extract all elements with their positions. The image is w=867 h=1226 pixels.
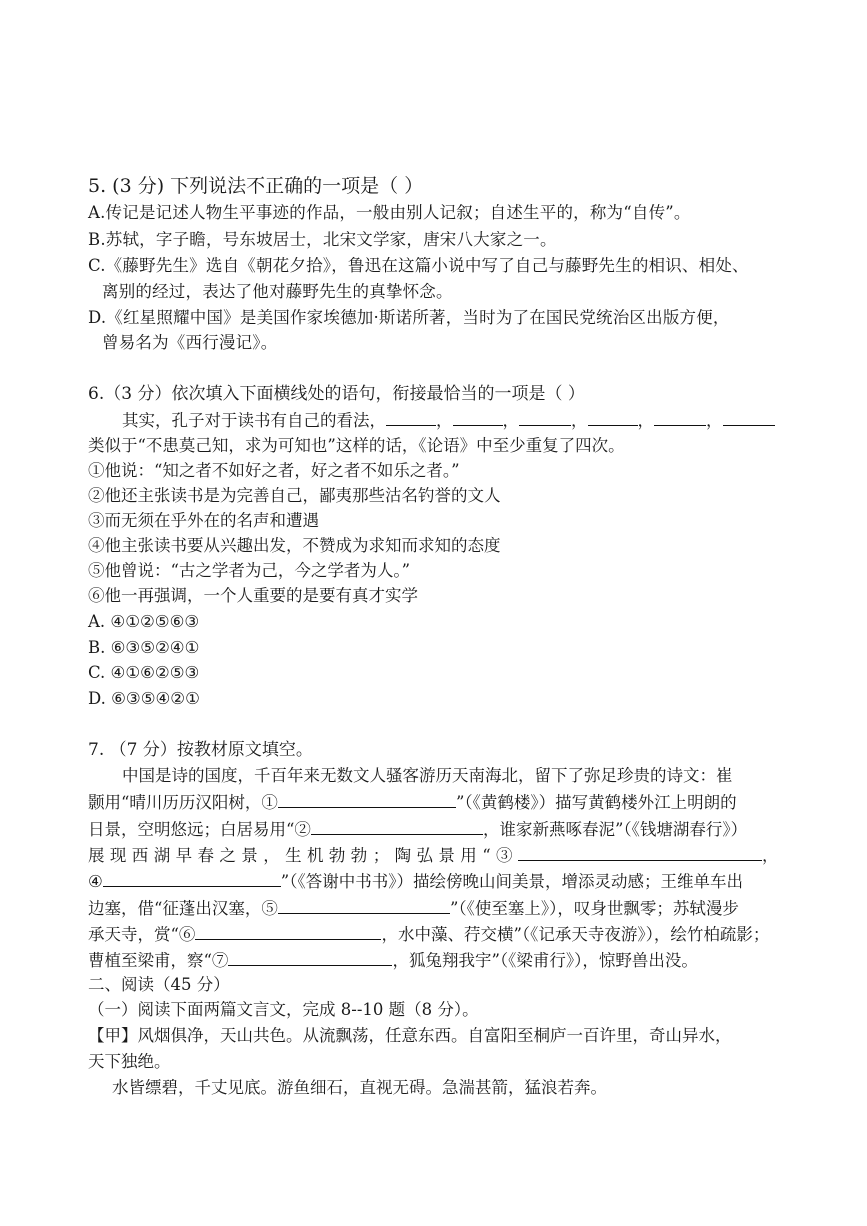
q7-blank-1 <box>278 790 456 808</box>
q6-sentence-1: ①他说：“知之者不如好之者，好之者不如乐之者。” <box>88 461 460 480</box>
q7-blank-5 <box>278 896 450 914</box>
passage-jia-line-3: 水皆缥碧，千丈见底。游鱼细石，直视无碍。急湍甚箭，猛浪若奔。 <box>112 1078 607 1097</box>
q5-option-b: B.苏轼，字子瞻，号东坡居士，北宋文学家，唐宋八大家之一。 <box>88 230 557 249</box>
q7-text: ，水中藻、荇交横”（《记承天寺夜游》），绘竹柏疏影； <box>381 925 770 944</box>
q5-option-d-line1: D.《红星照耀中国》是美国作家埃德加·斯诺所著，当时为了在国民党统治区出版方便， <box>88 308 730 327</box>
q6-sentence-2: ②他还主张读书是为完善自己，鄙夷那些沽名钓誉的文人 <box>88 486 501 505</box>
q7-text: ④ <box>88 872 103 891</box>
q7-blank-2 <box>311 817 483 835</box>
q7-text: ”（《使至塞上》），叹身世飘零；苏轼漫步 <box>449 899 739 918</box>
q7-line-8 <box>88 948 807 973</box>
q7-blank-3 <box>518 843 762 861</box>
q7-line-4 <box>88 843 807 868</box>
comma: ， <box>571 411 588 430</box>
comma: ， <box>502 411 519 430</box>
q7-line-7 <box>88 922 807 947</box>
q6-sentence-4: ④他主张读书要从兴趣出发，不赞成为求知而求知的态度 <box>88 536 501 555</box>
section-2-subtitle: （一）阅读下面两篇文言文，完成 8--10 题（8 分）。 <box>88 1000 479 1019</box>
q6-option-b: B. ⑥③⑤②④① <box>88 638 200 657</box>
q7-text: 颢用“晴川历历汉阳树，① <box>88 793 278 812</box>
q5-option-a: A.传记是记述人物生平事迹的作品，一般由别人记叙；自述生平的，称为“自传”。 <box>88 203 691 222</box>
q7-text: 日景，空明悠远；白居易用“② <box>88 820 311 839</box>
q6-stem-line1 <box>88 408 807 433</box>
q7-line-5 <box>88 869 807 894</box>
q6-option-a: A. ④①②⑤⑥③ <box>88 612 200 631</box>
q5-option-d-line2: 曾易名为《西行漫记》。 <box>102 333 278 352</box>
q7-text: ，狐兔翔我宇”（《梁甫行》），惊野兽出没。 <box>392 951 698 970</box>
q5-option-c-line2: 离别的经过，表达了他对藤野先生的真挚怀念。 <box>102 282 453 301</box>
q5-title: 5. (3 分) 下列说法不正确的一项是（ ） <box>88 175 424 197</box>
q7-text: 边塞，借“征蓬出汉塞，⑤ <box>88 899 278 918</box>
q6-stem-start: 其实，孔子对于读书有自己的看法， <box>122 411 386 430</box>
q6-stem-line2: 类似于“不患莫己知，求为可知也”这样的话，《论语》中至少重复了四次。 <box>88 436 625 455</box>
passage-jia-line-2: 天下独绝。 <box>88 1052 171 1071</box>
q6-blank-1 <box>386 408 436 426</box>
q7-line-2 <box>88 790 807 815</box>
q7-text: ”（《黄鹤楼》）描写黄鹤楼外江上明朗的 <box>455 793 737 812</box>
q7-blank-6 <box>195 922 381 940</box>
q7-text: ，谁家新燕啄春泥”（《钱塘湖春行》） <box>482 820 748 839</box>
q7-text: ”（《答谢中书书》）描绘傍晚山间美景，增添灵动感；王维单车出 <box>280 872 743 891</box>
q7-text: ， <box>761 846 779 865</box>
comma: ， <box>436 411 453 430</box>
q7-blank-4 <box>103 869 281 887</box>
q6-blank-6 <box>723 408 775 426</box>
section-2-title: 二、阅读（45 分） <box>88 975 230 994</box>
q7-line-3 <box>88 817 807 842</box>
q7-blank-7 <box>228 948 392 966</box>
q6-sentence-3: ③而无须在乎外在的名声和遭遇 <box>88 511 319 530</box>
q6-blank-3 <box>519 408 571 426</box>
q7-title: 7. （7 分）按教材原文填空。 <box>88 740 313 760</box>
q6-blank-5 <box>654 408 706 426</box>
comma: ， <box>637 411 654 430</box>
q6-blank-2 <box>453 408 503 426</box>
q6-sentence-6: ⑥他一再强调，一个人重要的是要有真才实学 <box>88 586 418 605</box>
q6-option-c: C. ④①⑥②⑤③ <box>88 663 200 682</box>
q5-option-c-line1: C.《藤野先生》选自《朝花夕拾》，鲁迅在这篇小说中写了自己与藤野先生的相识、相处、 <box>88 256 749 275</box>
passage-jia-line-1: 【甲】风烟俱净，天山共色。从流飘荡，任意东西。自富阳至桐庐一百许里，奇山异水， <box>88 1026 732 1045</box>
q7-text: 展现西湖早春之景，生机勃勃；陶弘景用“③ <box>88 846 518 865</box>
q6-blank-4 <box>588 408 638 426</box>
q7-line-1: 中国是诗的国度，千百年来无数文人骚客游历天南海北，留下了弥足珍贵的诗文：崔 <box>122 766 733 785</box>
q7-text: 承天寺，赏“⑥ <box>88 925 196 944</box>
comma: ， <box>706 411 723 430</box>
q6-sentence-5: ⑤他曾说：“古之学者为己，今之学者为人。” <box>88 561 411 580</box>
q6-option-d: D. ⑥③⑤④②① <box>88 689 200 708</box>
q6-title: 6.（3 分）依次填入下面横线处的语句，衔接最恰当的一项是（ ） <box>88 384 585 404</box>
q7-line-6 <box>88 896 807 921</box>
q7-text: 曹植至梁甫，察“⑦ <box>88 951 229 970</box>
